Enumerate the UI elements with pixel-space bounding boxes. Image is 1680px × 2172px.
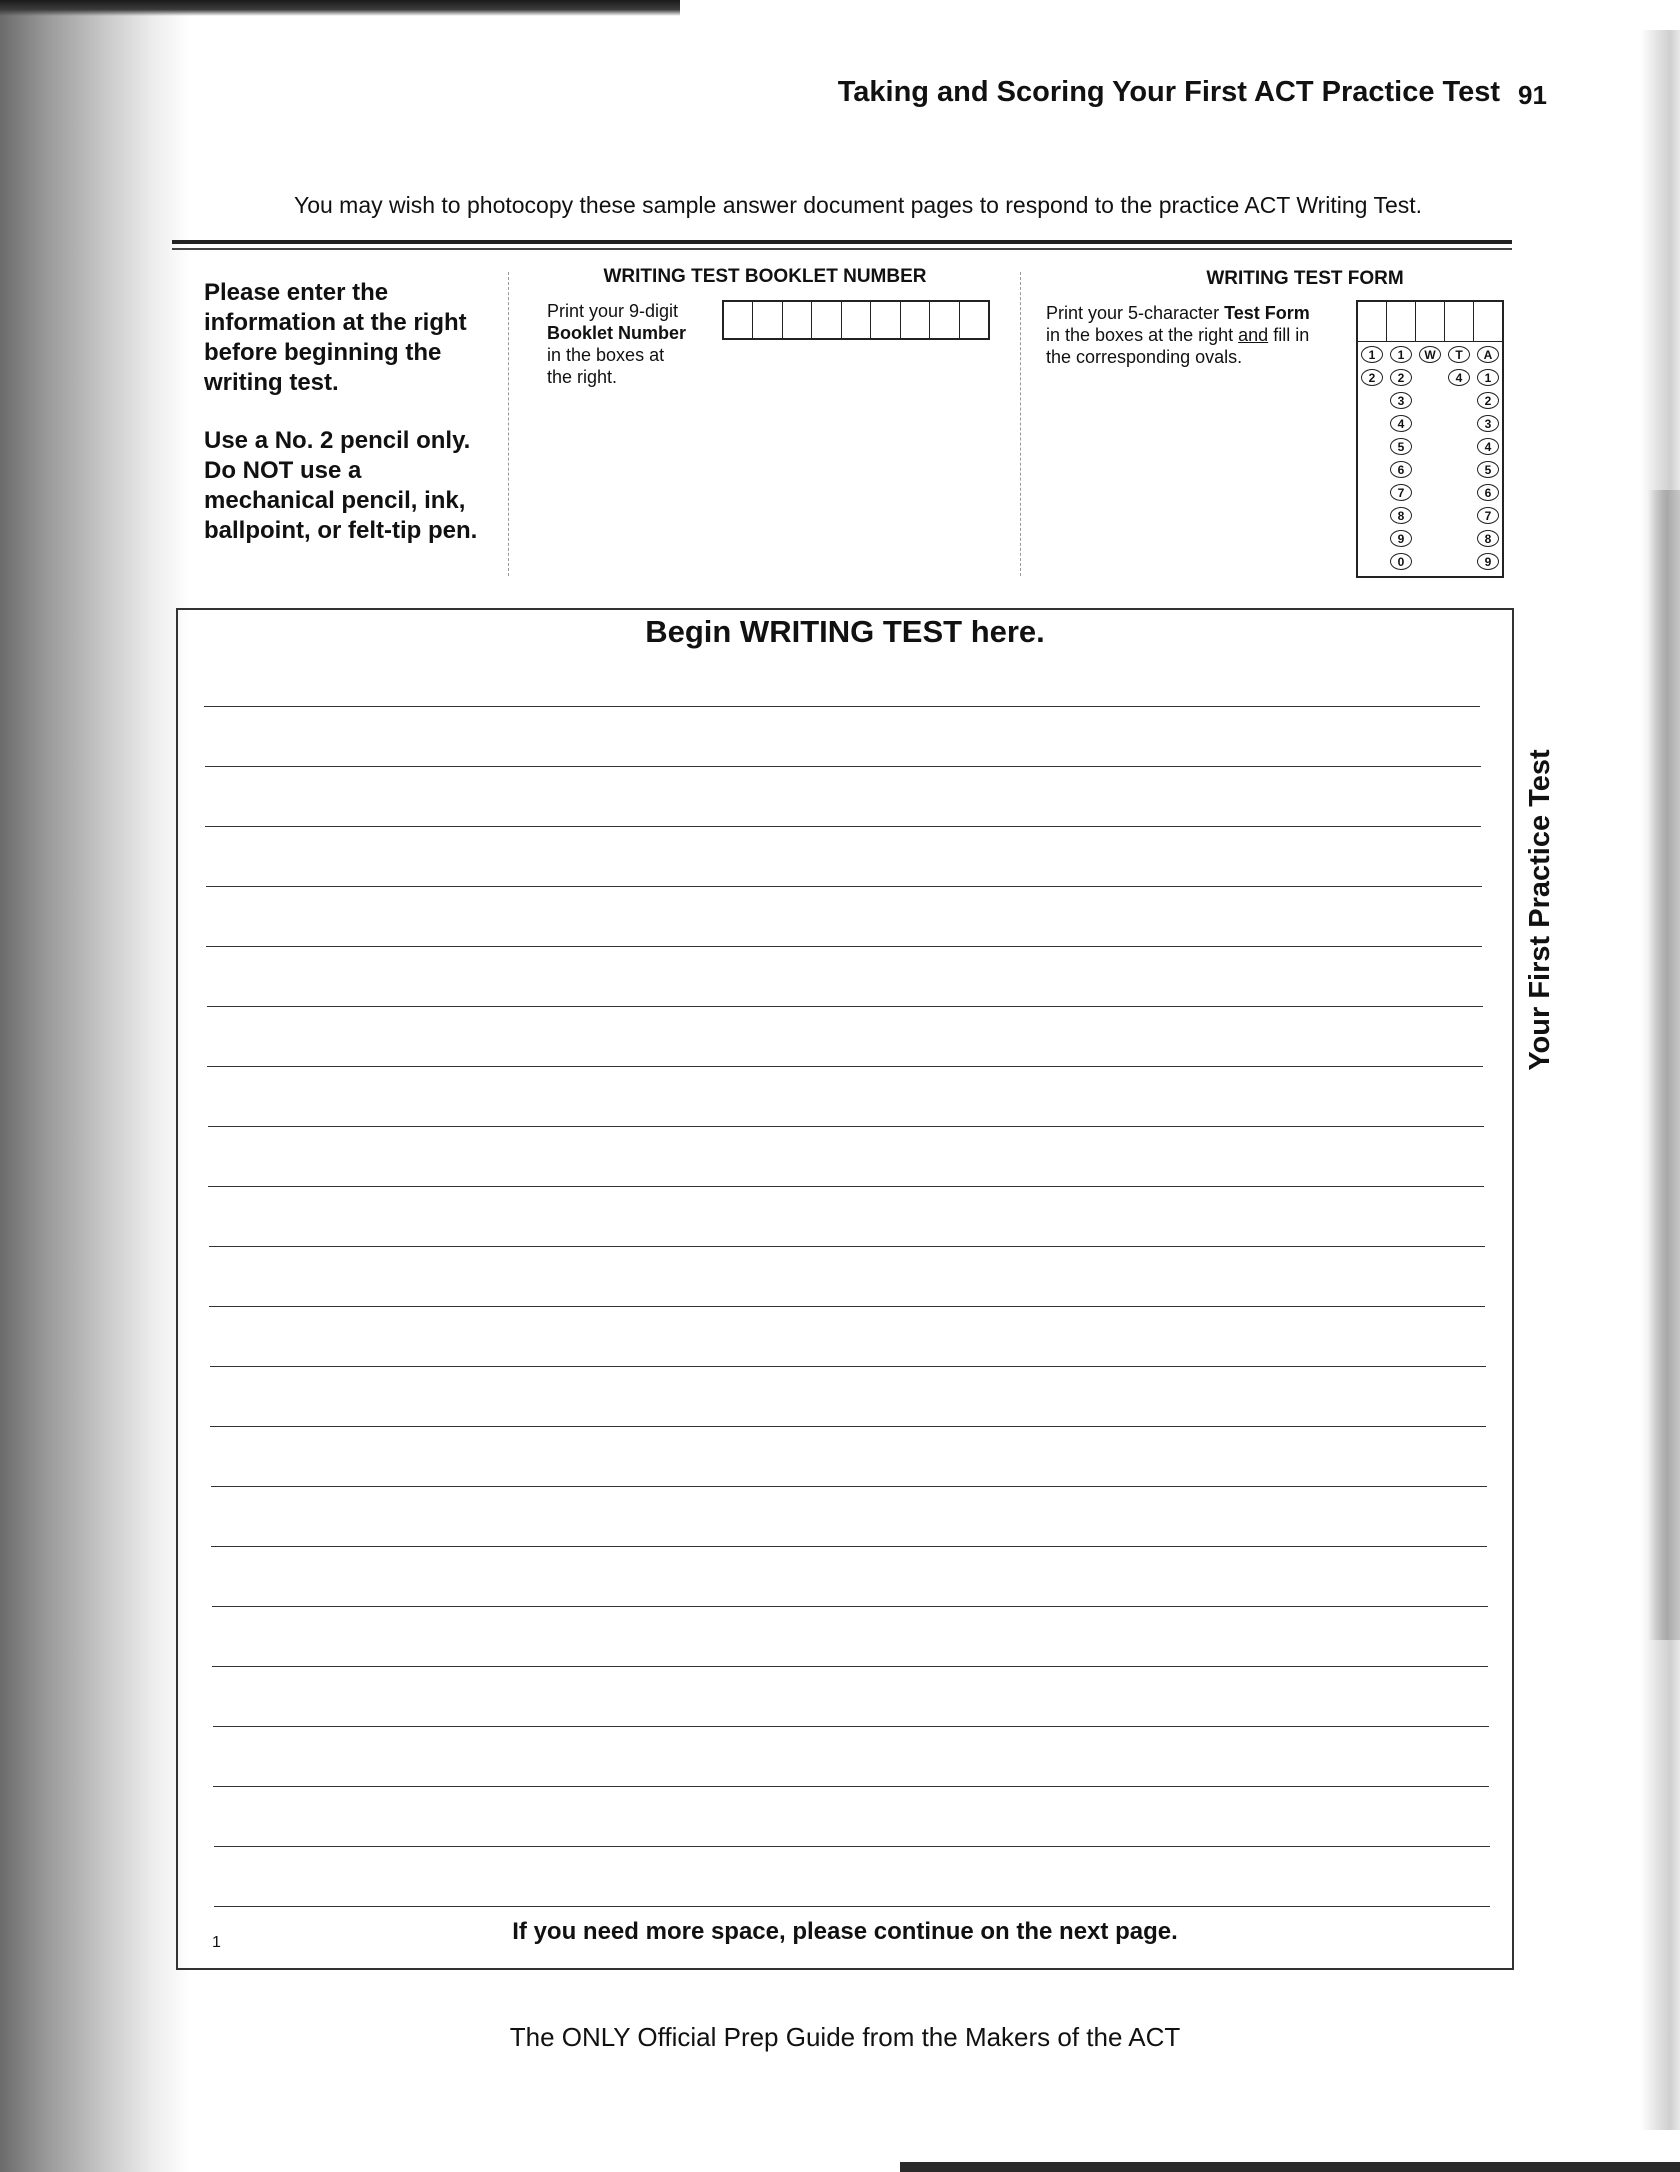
test-form-oval[interactable]: 3 [1477, 415, 1499, 432]
test-form-char-box[interactable] [1445, 302, 1474, 342]
test-form-oval[interactable]: 4 [1448, 369, 1470, 386]
test-form-oval[interactable]: 1 [1361, 346, 1383, 363]
test-form-column [1387, 302, 1416, 576]
writing-line[interactable] [209, 1246, 1485, 1247]
continue-note: If you need more space, please continue on the next page. [512, 1918, 1178, 1945]
test-form-oval[interactable]: 5 [1390, 438, 1412, 455]
side-tab-label: Your First Practice Test [1524, 749, 1556, 1071]
booklet-digit-box[interactable] [724, 302, 753, 338]
test-form-char-box[interactable] [1474, 302, 1503, 342]
test-form-column [1474, 302, 1503, 576]
test-form-oval[interactable]: A [1477, 346, 1499, 363]
test-form-char-box[interactable] [1416, 302, 1445, 342]
scan-top-edge [0, 0, 680, 16]
test-form-column [1416, 302, 1445, 576]
test-form-oval[interactable]: 5 [1477, 461, 1499, 478]
booklet-digit-box[interactable] [812, 302, 841, 338]
booklet-digit-box[interactable] [753, 302, 782, 338]
begin-writing-heading: Begin WRITING TEST here. [645, 614, 1045, 649]
booklet-digit-box[interactable] [930, 302, 959, 338]
writing-line[interactable] [207, 1006, 1483, 1007]
writing-line[interactable] [208, 1186, 1484, 1187]
test-form-oval[interactable]: 4 [1390, 415, 1412, 432]
writing-line[interactable] [213, 1726, 1489, 1727]
page-number: 91 [1518, 80, 1547, 110]
writing-line[interactable] [207, 1066, 1483, 1067]
test-form-oval[interactable]: 9 [1477, 553, 1499, 570]
writing-line[interactable] [206, 946, 1482, 947]
test-form-oval[interactable]: 8 [1390, 507, 1412, 524]
test-form-oval[interactable]: 1 [1477, 369, 1499, 386]
test-form-oval[interactable]: W [1419, 346, 1441, 363]
test-form-oval[interactable]: 2 [1361, 369, 1383, 386]
writing-line[interactable] [214, 1906, 1490, 1907]
writing-line[interactable] [205, 766, 1481, 767]
test-form-title: WRITING TEST FORM [1206, 268, 1404, 289]
test-form-oval[interactable]: 4 [1477, 438, 1499, 455]
writing-line[interactable] [209, 1306, 1485, 1307]
writing-line[interactable] [211, 1486, 1487, 1487]
test-form-oval[interactable]: 2 [1477, 392, 1499, 409]
test-form-column [1445, 302, 1474, 576]
instructions-panel [204, 278, 494, 574]
test-form-oval[interactable]: 7 [1477, 507, 1499, 524]
column-divider [508, 272, 509, 576]
test-form-grid[interactable] [1356, 300, 1504, 578]
test-form-char-box[interactable] [1358, 302, 1387, 342]
writing-line[interactable] [213, 1786, 1489, 1787]
scan-bottom-edge [900, 2162, 1680, 2172]
enter-info-note: Please enter the information at the right before beginning the writing test. [204, 279, 467, 396]
test-form-char-box[interactable] [1387, 302, 1416, 342]
test-form-oval[interactable]: 2 [1390, 369, 1412, 386]
test-form-oval[interactable]: 3 [1390, 392, 1412, 409]
test-form-oval[interactable]: 1 [1390, 346, 1412, 363]
answer-page-marker: 1 [212, 1934, 221, 1951]
test-form-oval[interactable]: 8 [1477, 530, 1499, 547]
section-rule [172, 240, 1512, 244]
booklet-instructions: Print your 9-digit Booklet Number in the boxes at the right. [547, 301, 687, 387]
booklet-digit-box[interactable] [960, 302, 988, 338]
booklet-digit-box[interactable] [842, 302, 871, 338]
pencil-note: Use a No. 2 pencil only. Do NOT use a mechanical pencil, ink, ballpoint, or felt-tip pen. [204, 427, 478, 544]
writing-line[interactable] [204, 706, 1480, 707]
writing-line[interactable] [212, 1606, 1488, 1607]
section-rule-thin [172, 248, 1512, 250]
writing-line[interactable] [205, 826, 1481, 827]
writing-line[interactable] [208, 1126, 1484, 1127]
test-form-oval[interactable]: 6 [1477, 484, 1499, 501]
running-header: Taking and Scoring Your First ACT Practice Test [837, 76, 1500, 108]
test-form-oval[interactable]: 9 [1390, 530, 1412, 547]
test-form-oval[interactable]: 0 [1390, 553, 1412, 570]
test-form-oval[interactable]: 6 [1390, 461, 1412, 478]
writing-line[interactable] [210, 1426, 1486, 1427]
booklet-number-title: WRITING TEST BOOKLET NUMBER [603, 266, 927, 287]
scan-right-edge-shadow [1648, 490, 1680, 1640]
booklet-digit-box[interactable] [783, 302, 812, 338]
test-form-column [1358, 302, 1387, 576]
test-form-oval[interactable]: T [1448, 346, 1470, 363]
writing-line[interactable] [214, 1846, 1490, 1847]
intro-text: You may wish to photocopy these sample answer document pages to respond to the practice ACT Writing Test. [293, 192, 1423, 218]
writing-line[interactable] [206, 886, 1482, 887]
writing-line[interactable] [211, 1546, 1487, 1547]
column-divider [1020, 272, 1021, 576]
booklet-number-boxes[interactable] [722, 300, 990, 340]
booklet-digit-box[interactable] [871, 302, 900, 338]
test-form-instructions: Print your 5-character Test Form in the boxes at the right and fill in the corresponding ovals. [1046, 303, 1310, 367]
writing-area[interactable] [176, 608, 1514, 1970]
booklet-digit-box[interactable] [901, 302, 930, 338]
writing-line[interactable] [210, 1366, 1486, 1367]
binding-shadow [0, 0, 190, 2172]
writing-line[interactable] [212, 1666, 1488, 1667]
test-form-oval[interactable]: 7 [1390, 484, 1412, 501]
footer-text: The ONLY Official Prep Guide from the Makers of the ACT [509, 2022, 1181, 2052]
